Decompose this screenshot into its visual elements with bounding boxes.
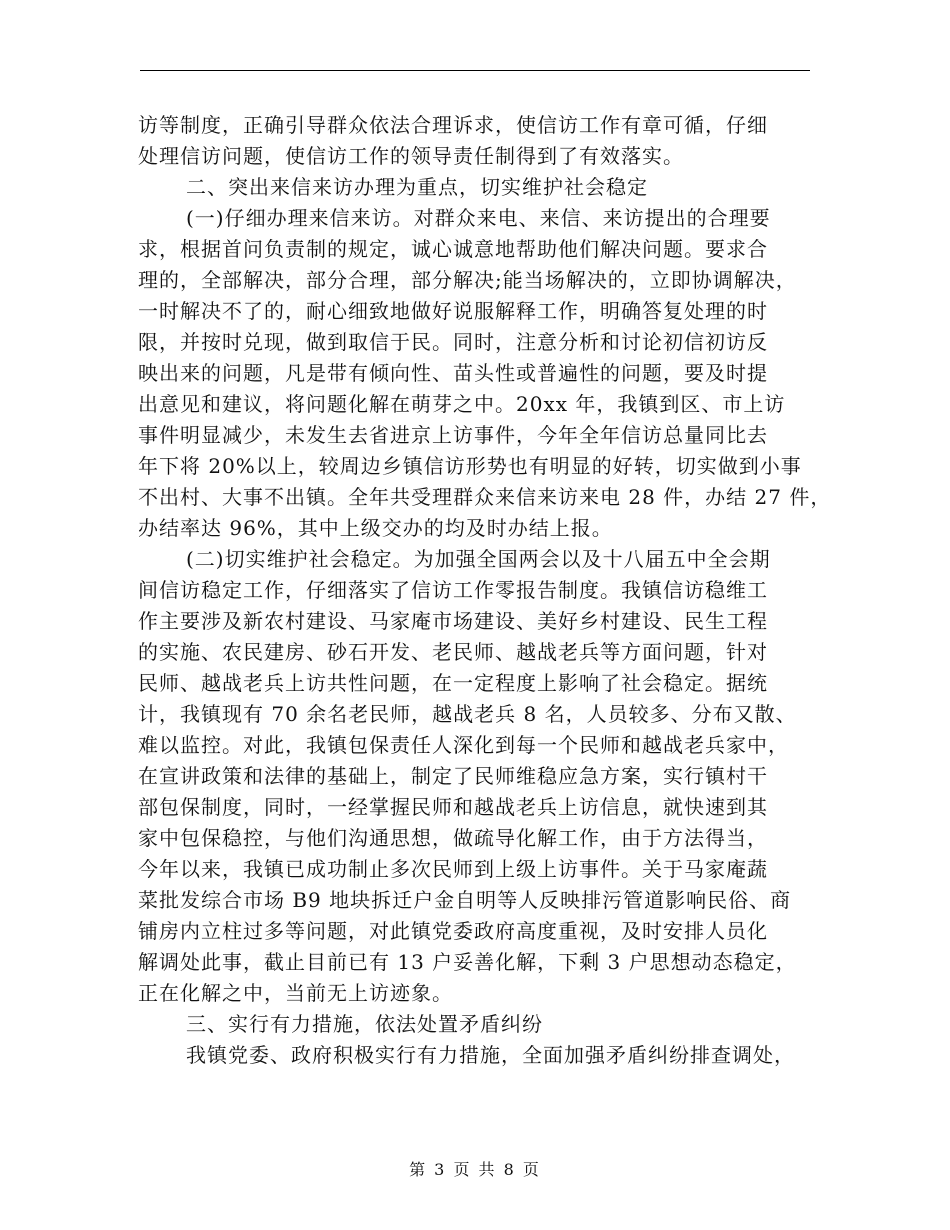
text-line: 我镇党委、政府积极实行有力措施，全面加强矛盾纠纷排查调处， [186,1043,795,1067]
text-line: 铺房内立柱过多等问题，对此镇党委政府高度重视，及时安排人员化 [138,919,768,943]
text-line: 处理信访问题，使信访工作的领导责任制得到了有效落实。 [138,144,684,168]
text-line: 访等制度，正确引导群众依法合理诉求，使信访工作有章可循，仔细 [138,113,768,137]
text-line: 计，我镇现有 70 余名老民师，越战老兵 8 名，人员较多、分布又散、 [138,702,797,726]
text-line: 出意见和建议，将问题化解在萌芽之中。20xx 年，我镇到区、市上访 [138,392,786,416]
text-line: 不出村、大事不出镇。全年共受理群众来信来访来电 28 件，办结 27 件， [138,485,832,509]
text-line: 映出来的问题，凡是带有倾向性、苗头性或普遍性的问题，要及时提 [138,361,768,385]
text-line: 事件明显减少，未发生去省进京上访事件，今年全年信访总量同比去 [138,423,768,447]
text-line: 一时解决不了的，耐心细致地做好说服解释工作，明确答复处理的时 [138,299,768,323]
text-line: 正在化解之中，当前无上访迹象。 [138,981,453,1005]
text-line: 理的，全部解决，部分合理，部分解决;能当场解决的，立即协调解决， [138,268,797,292]
header-rule [140,70,810,71]
text-line: 年下将 20%以上，较周边乡镇信访形势也有明显的好转，切实做到小事 [138,454,802,478]
document-body [138,110,832,1071]
text-line: 部包保制度，同时，一经掌握民师和越战老兵上访信息，就快速到其 [138,795,768,819]
text-line: (一)仔细办理来信来访。对群众来电、来信、来访提出的合理要 [186,206,771,230]
text-line: 民师、越战老兵上访共性问题，在一定程度上影响了社会稳定。据统 [138,671,768,695]
page-footer: 第 3 页 共 8 页 [409,1160,541,1179]
text-line: 间信访稳定工作，仔细落实了信访工作零报告制度。我镇信访稳维工 [138,578,768,602]
text-line: (二)切实维护社会稳定。为加强全国两会以及十八届五中全会期 [186,547,771,571]
text-line: 在宣讲政策和法律的基础上，制定了民师维稳应急方案，实行镇村干 [138,764,768,788]
text-line: 今年以来，我镇已成功制止多次民师到上级上访事件。关于马家庵蔬 [138,857,768,881]
text-line: 菜批发综合市场 B9 地块拆迁户金自明等人反映排污管道影响民俗、商 [138,888,792,912]
text-line: 家中包保稳控，与他们沟通思想，做疏导化解工作，由于方法得当， [138,826,768,850]
text-line: 的实施、农民建房、砂石开发、老民师、越战老兵等方面问题，针对 [138,640,768,664]
text-line: 二、突出来信来访办理为重点，切实维护社会稳定 [186,175,648,199]
text-line: 求，根据首问负责制的规定，诚心诚意地帮助他们解决问题。要求合 [138,237,768,261]
text-line: 办结率达 96%，其中上级交办的均及时办结上报。 [138,516,613,540]
text-line: 三、实行有力措施，依法处置矛盾纠纷 [186,1012,543,1036]
text-line: 难以监控。对此，我镇包保责任人深化到每一个民师和越战老兵家中， [138,733,789,757]
text-line: 限，并按时兑现，做到取信于民。同时，注意分析和讨论初信初访反 [138,330,768,354]
text-line: 解调处此事，截止目前已有 13 户妥善化解，下剩 3 户思想动态稳定， [138,950,797,974]
text-line: 作主要涉及新农村建设、马家庵市场建设、美好乡村建设、民生工程 [138,609,768,633]
